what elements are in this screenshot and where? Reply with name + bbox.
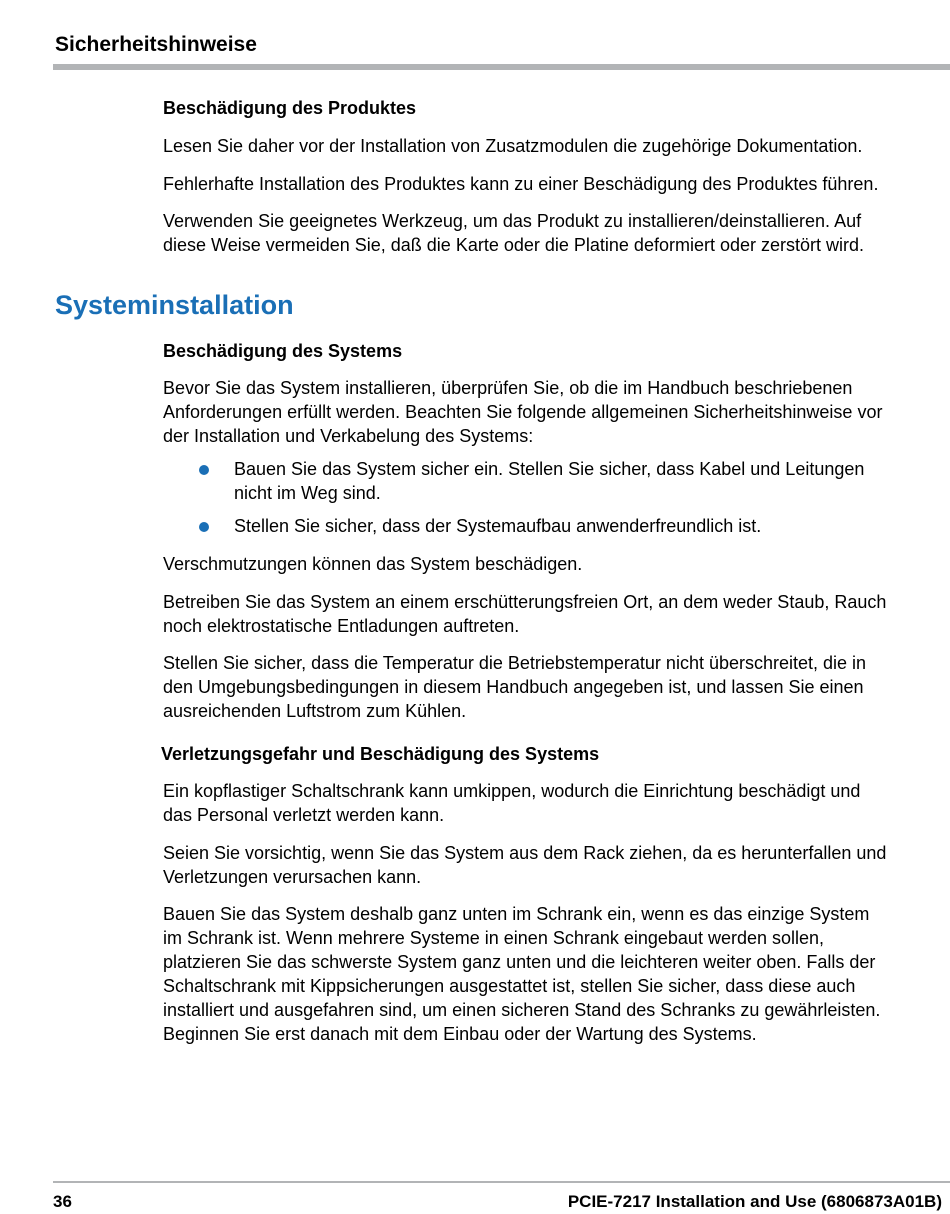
paragraph-before-install [163,376,882,448]
text-line: Stellen Sie sicher, dass der Systemaufbau anwenderfreundlich ist. [234,516,762,536]
running-header-title: Sicherheitshinweise [55,33,257,56]
text-line: Bauen Sie das System sicher ein. Stellen Sie sicher, dass Kabel und Leitungen [234,459,865,479]
paragraph-use-proper-tools [163,209,864,257]
text-line: Verwenden Sie geeignetes Werkzeug, um das Produkt zu installieren/deinstallieren. Auf [163,211,862,231]
text-line: Beginnen Sie erst danach mit dem Einbau oder der Wartung des Systems. [163,1024,757,1044]
text-line: den Umgebungsbedingungen in diesem Handbuch angegeben ist, und lassen Sie einen [163,677,864,697]
paragraph-dirt: Verschmutzungen können das System beschädigen. [163,554,583,574]
text-line: Ein kopflastiger Schaltschrank kann umkippen, wodurch die Einrichtung beschädigt und [163,781,861,801]
text-line: Seien Sie vorsichtig, wenn Sie das System aus dem Rack ziehen, da es herunterfallen und [163,843,887,863]
text-line: nicht im Weg sind. [234,483,381,503]
text-line: diese Weise vermeiden Sie, daß die Karte oder die Platine deformiert oder zerstört wird. [163,235,864,255]
text-line: Anforderungen erfüllt werden. Beachten Sie folgende allgemeinen Sicherheitshinweise vor [163,402,883,422]
text-line: platzieren Sie das schwerste System ganz unten und die leichteren weiter oben. Falls der [163,952,876,972]
bullet-icon [199,522,209,532]
paragraph-top-heavy-cabinet [163,779,860,827]
text-line: ausreichenden Luftstrom zum Kühlen. [163,701,467,721]
paragraph-read-documentation: Lesen Sie daher vor der Installation von Zusatzmodulen die zugehörige Dokumentation. [163,136,863,156]
subheading-product-damage: Beschädigung des Produktes [163,98,417,118]
subheading-injury-risk: Verletzungsgefahr und Beschädigung des Systems [161,744,600,764]
text-line: das Personal verletzt werden kann. [163,805,445,825]
paragraph-rack-caution [163,841,886,889]
text-line: im Schrank ist. Wenn mehrere Systeme in einen Schrank eingebaut werden sollen, [163,928,825,948]
header-rule [53,64,950,70]
text-line: Bevor Sie das System installieren, überprüfen Sie, ob die im Handbuch beschriebenen [163,378,853,398]
text-line: Bauen Sie das System deshalb ganz unten im Schrank ein, wenn es das einzige System [163,904,870,924]
section-title: Systeminstallation [55,290,294,320]
text-line: Verletzungen verursachen kann. [163,867,422,887]
paragraph-operating-location [163,590,886,638]
text-line: noch elektrostatische Entladungen auftreten. [163,616,520,636]
text-line: Schaltschrank mit Kippsicherungen ausgestattet ist, stellen Sie sicher, dass diese auch [163,976,856,996]
paragraph-temperature [163,651,866,723]
footer-rule [53,1181,950,1183]
paragraph-faulty-installation: Fehlerhafte Installation des Produktes kann zu einer Beschädigung des Produktes führen. [163,174,879,194]
paragraph-mounting-order [163,902,880,1046]
text-line: Stellen Sie sicher, dass die Temperatur die Betriebstemperatur nicht überschreitet, die in [163,653,867,673]
text-line: installiert und ausgefahren sind, um einen sicheren Stand des Schranks zu gewährleisten. [163,1000,881,1020]
page-number: 36 [53,1192,72,1211]
text-line: der Installation und Verkabelung des Systems: [163,426,534,446]
bullet-icon [199,465,209,475]
subheading-system-damage: Beschädigung des Systems [163,341,403,361]
document-title: PCIE-7217 Installation and Use (6806873A01B) [567,1192,942,1211]
text-line: Betreiben Sie das System an einem erschütterungsfreien Ort, an dem weder Staub, Rauch [163,592,887,612]
